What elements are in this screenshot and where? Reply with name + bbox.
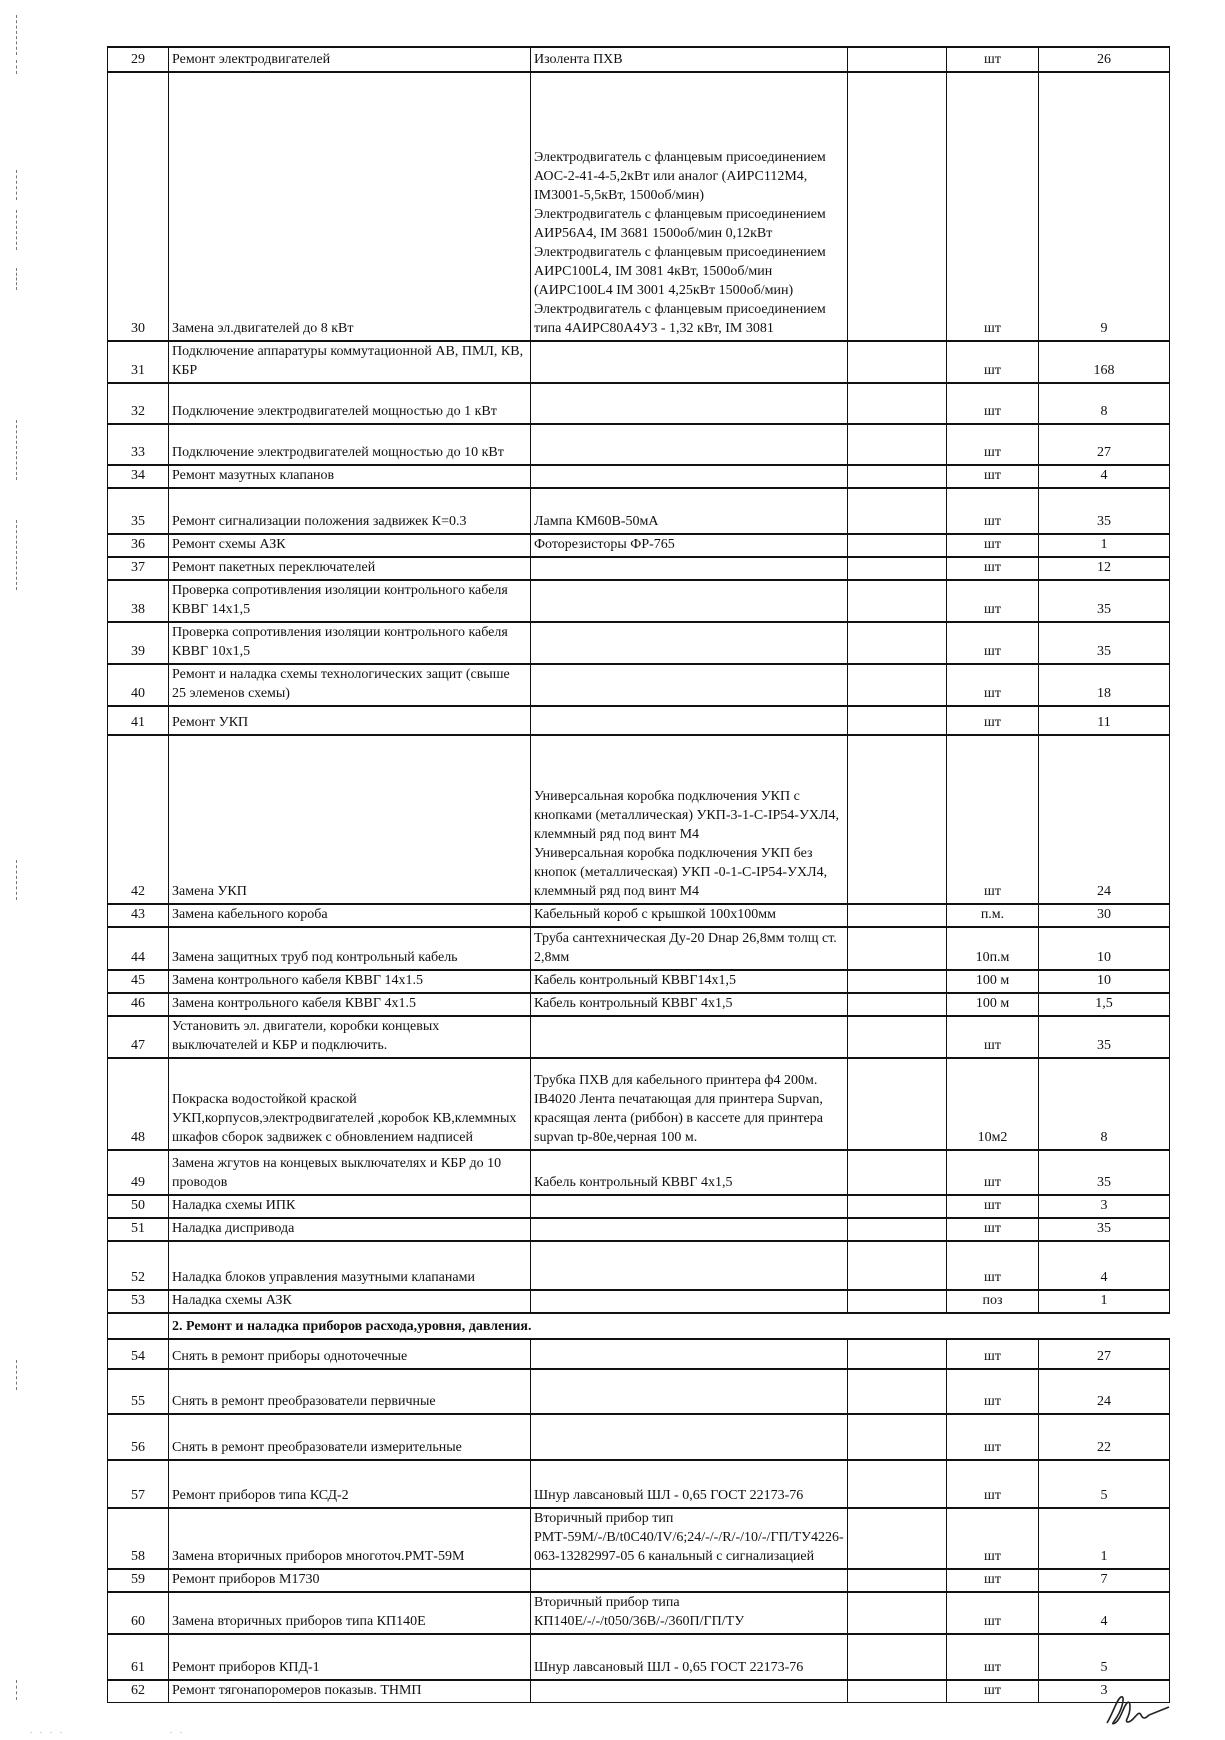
table-row <box>108 534 1170 557</box>
quantity-cell: 27 <box>1039 1339 1170 1369</box>
row-number: 62 <box>108 1680 169 1703</box>
work-description: Замена защитных труб под контрольный кабель <box>169 927 531 970</box>
unit-cell: шт <box>947 534 1039 557</box>
unit-cell: шт <box>947 1680 1039 1703</box>
empty-cell <box>848 1016 947 1058</box>
row-number: 60 <box>108 1592 169 1634</box>
quantity-cell: 168 <box>1039 341 1170 383</box>
unit-cell: шт <box>947 341 1039 383</box>
row-number: 36 <box>108 534 169 557</box>
table-row <box>108 1569 1170 1592</box>
work-description: Ремонт мазутных клапанов <box>169 465 531 488</box>
section-title: 2. Ремонт и наладка приборов расхода,уровня, давления. <box>169 1313 1170 1339</box>
quantity-cell: 35 <box>1039 488 1170 534</box>
left-margin-mark <box>16 170 17 200</box>
work-description: Замена кабельного короба <box>169 904 531 927</box>
material-cell <box>531 706 848 735</box>
row-number: 53 <box>108 1290 169 1313</box>
table-row <box>108 1634 1170 1680</box>
table-row <box>108 622 1170 664</box>
work-description: Наладка блоков управления мазутными клапанами <box>169 1241 531 1290</box>
table-row <box>108 557 1170 580</box>
work-description: Снять в ремонт преобразователи измерительные <box>169 1414 531 1460</box>
unit-cell: шт <box>947 383 1039 424</box>
row-number: 58 <box>108 1508 169 1569</box>
material-cell: Кабель контрольный КВВГ 4х1,5 <box>531 993 848 1016</box>
empty-cell <box>848 72 947 341</box>
row-number: 46 <box>108 993 169 1016</box>
quantity-cell: 35 <box>1039 1016 1170 1058</box>
work-description: Ремонт и наладка схемы технологических защит (свыше 25 элеменов схемы) <box>169 664 531 706</box>
work-description: Ремонт УКП <box>169 706 531 735</box>
quantity-cell: 10 <box>1039 970 1170 993</box>
work-description: Наладка схемы АЗК <box>169 1290 531 1313</box>
material-cell <box>531 465 848 488</box>
table-row <box>108 1369 1170 1414</box>
work-description: Проверка сопротивления изоляции контрольного кабеля КВВГ 10х1,5 <box>169 622 531 664</box>
unit-cell: шт <box>947 1414 1039 1460</box>
work-description: Замена контрольного кабеля КВВГ 4х1.5 <box>169 993 531 1016</box>
empty-cell <box>848 1150 947 1195</box>
unit-cell: 100 м <box>947 993 1039 1016</box>
quantity-cell: 24 <box>1039 1369 1170 1414</box>
row-number: 30 <box>108 72 169 341</box>
work-description: Покраска водостойкой краской УКП,корпусов,электродвигателей ,коробок КВ,клеммных шкафов сборок задвижек с обновлением надписей <box>169 1058 531 1150</box>
work-description: Ремонт схемы АЗК <box>169 534 531 557</box>
left-margin-mark <box>16 1360 17 1390</box>
left-margin-mark <box>16 60 17 74</box>
quantity-cell: 18 <box>1039 664 1170 706</box>
material-cell: Труба сантехническая Ду-20 Dнар 26,8мм толщ ст. 2,8мм <box>531 927 848 970</box>
row-number: 32 <box>108 383 169 424</box>
quantity-cell: 3 <box>1039 1680 1170 1703</box>
quantity-cell: 35 <box>1039 622 1170 664</box>
unit-cell: шт <box>947 465 1039 488</box>
row-number: 56 <box>108 1414 169 1460</box>
empty-cell <box>848 1460 947 1508</box>
row-number: 45 <box>108 970 169 993</box>
work-description: Подключение электродвигателей мощностью до 10 кВт <box>169 424 531 465</box>
work-description: Подключение аппаратуры коммутационной АВ, ПМЛ, КВ, КБР <box>169 341 531 383</box>
quantity-cell: 5 <box>1039 1460 1170 1508</box>
row-number: 40 <box>108 664 169 706</box>
quantity-cell: 1 <box>1039 534 1170 557</box>
row-number: 50 <box>108 1195 169 1218</box>
unit-cell: п.м. <box>947 904 1039 927</box>
table-row <box>108 580 1170 622</box>
empty-cell <box>848 904 947 927</box>
unit-cell: шт <box>947 424 1039 465</box>
table-row <box>108 488 1170 534</box>
unit-cell: шт <box>947 1508 1039 1569</box>
empty-cell <box>848 383 947 424</box>
table-row <box>108 1150 1170 1195</box>
quantity-cell: 9 <box>1039 72 1170 341</box>
table-row <box>108 1241 1170 1290</box>
quantity-cell: 11 <box>1039 706 1170 735</box>
material-cell <box>531 1218 848 1241</box>
unit-cell: шт <box>947 580 1039 622</box>
empty-cell <box>848 1508 947 1569</box>
material-cell: Вторичный прибор типа КП140Е/-/-/t050/36В/-/360П/ГП/ТУ <box>531 1592 848 1634</box>
left-margin-mark <box>16 1680 17 1700</box>
work-description: Ремонт приборов типа КСД-2 <box>169 1460 531 1508</box>
table-row <box>108 1016 1170 1058</box>
unit-cell: шт <box>947 1218 1039 1241</box>
quantity-cell: 1 <box>1039 1290 1170 1313</box>
material-cell: Кабельный короб с крышкой 100х100мм <box>531 904 848 927</box>
unit-cell: шт <box>947 72 1039 341</box>
quantity-cell: 4 <box>1039 1592 1170 1634</box>
quantity-cell: 4 <box>1039 465 1170 488</box>
row-number: 41 <box>108 706 169 735</box>
table-row <box>108 735 1170 904</box>
material-cell: Вторичный прибор тип РМТ-59М/-/B/t0С40/IV/6;24/-/-/R/-/10/-/ГП/ТУ4226-063-13282997-05 6 канальный с сигнализацией <box>531 1508 848 1569</box>
quantity-cell: 4 <box>1039 1241 1170 1290</box>
material-cell <box>531 1680 848 1703</box>
empty-cell <box>848 488 947 534</box>
quantity-cell: 8 <box>1039 1058 1170 1150</box>
unit-cell: шт <box>947 488 1039 534</box>
material-cell <box>531 580 848 622</box>
material-cell: Универсальная коробка подключения УКП с кнопками (металлическая) УКП-3-1-С-IP54-УХЛ4, клеммный ряд под винт М4 Универсальная коробка подключения УКП без кнопок (металлическая) УКП -0-1-С-IP54-УХЛ4, клеммный ряд под винт М4 <box>531 735 848 904</box>
empty-cell <box>848 424 947 465</box>
empty-cell <box>848 1634 947 1680</box>
table-row <box>108 706 1170 735</box>
work-description: Ремонт электродвигателей <box>169 47 531 72</box>
material-cell <box>531 557 848 580</box>
table-row <box>108 1339 1170 1369</box>
row-number: 38 <box>108 580 169 622</box>
quantity-cell: 27 <box>1039 424 1170 465</box>
unit-cell: 10п.м <box>947 927 1039 970</box>
unit-cell: шт <box>947 1241 1039 1290</box>
unit-cell: шт <box>947 1369 1039 1414</box>
row-number: 39 <box>108 622 169 664</box>
work-description: Наладка диспривода <box>169 1218 531 1241</box>
material-cell: Кабель контрольный КВВГ 4х1,5 <box>531 1150 848 1195</box>
empty-cell <box>848 1414 947 1460</box>
material-cell <box>531 383 848 424</box>
quantity-cell: 26 <box>1039 47 1170 72</box>
empty-cell <box>848 1195 947 1218</box>
work-description: Снять в ремонт преобразователи первичные <box>169 1369 531 1414</box>
table-row <box>108 970 1170 993</box>
left-margin-mark <box>16 210 17 250</box>
row-number: 44 <box>108 927 169 970</box>
row-number: 42 <box>108 735 169 904</box>
quantity-cell: 8 <box>1039 383 1170 424</box>
empty-cell <box>848 341 947 383</box>
work-description: Замена вторичных приборов многоточ.РМТ-59М <box>169 1508 531 1569</box>
unit-cell: шт <box>947 622 1039 664</box>
material-cell <box>531 424 848 465</box>
material-cell <box>531 622 848 664</box>
work-description: Замена вторичных приборов типа КП140Е <box>169 1592 531 1634</box>
unit-cell: 100 м <box>947 970 1039 993</box>
material-cell: Фоторезисторы ФР-765 <box>531 534 848 557</box>
quantity-cell: 35 <box>1039 1150 1170 1195</box>
row-number: 35 <box>108 488 169 534</box>
material-cell <box>531 1569 848 1592</box>
row-number: 61 <box>108 1634 169 1680</box>
table-row <box>108 341 1170 383</box>
quantity-cell: 5 <box>1039 1634 1170 1680</box>
unit-cell: шт <box>947 1339 1039 1369</box>
row-number: 34 <box>108 465 169 488</box>
table-row <box>108 1508 1170 1569</box>
quantity-cell: 1 <box>1039 1508 1170 1569</box>
empty-cell <box>848 47 947 72</box>
works-table <box>107 46 1170 1703</box>
left-margin-mark <box>16 15 17 55</box>
left-margin-mark <box>16 268 17 290</box>
row-number: 51 <box>108 1218 169 1241</box>
empty-cell <box>848 664 947 706</box>
work-description: Ремонт сигнализации положения задвижек К=0.3 <box>169 488 531 534</box>
unit-cell: шт <box>947 706 1039 735</box>
left-margin-mark <box>16 420 17 480</box>
material-cell: Электродвигатель с фланцевым присоединением АОС-2-41-4-5,2кВт или аналог (АИРС112М4, IM3001-5,5кВт, 1500об/мин) Электродвигатель с фланцевым присоединением АИР56А4, IM 3681 1500об/мин 0,12кВт Электродвигатель с фланцевым присоединением АИРС100L4, IM 3081 4кВт, 1500об/мин (АИРС100L4 IM 3001 4,25кВт 1500об/мин) Электродвигатель с фланцевым присоединением типа 4АИРС80А4У3 - 1,32 кВт, IM 3081 <box>531 72 848 341</box>
material-cell <box>531 1195 848 1218</box>
left-margin-mark <box>16 520 17 590</box>
material-cell: Изолента ПХВ <box>531 47 848 72</box>
table-row <box>108 1195 1170 1218</box>
empty-cell <box>848 706 947 735</box>
table-row <box>108 47 1170 72</box>
empty-cell <box>848 927 947 970</box>
quantity-cell: 3 <box>1039 1195 1170 1218</box>
empty-cell <box>848 735 947 904</box>
quantity-cell: 24 <box>1039 735 1170 904</box>
table-row <box>108 927 1170 970</box>
row-number: 29 <box>108 47 169 72</box>
work-description: Замена контрольного кабеля КВВГ 14х1.5 <box>169 970 531 993</box>
empty-cell <box>848 1290 947 1313</box>
quantity-cell: 35 <box>1039 580 1170 622</box>
empty-cell <box>848 580 947 622</box>
table-row <box>108 904 1170 927</box>
scan-artifact: . . <box>170 1726 185 1735</box>
row-number: 31 <box>108 341 169 383</box>
material-cell <box>531 1369 848 1414</box>
material-cell <box>531 1016 848 1058</box>
unit-cell: шт <box>947 1569 1039 1592</box>
material-cell: Кабель контрольный КВВГ14х1,5 <box>531 970 848 993</box>
work-description: Ремонт тягонапоромеров показыв. ТНМП <box>169 1680 531 1703</box>
section-2-header <box>108 1313 1170 1339</box>
section-number-cell <box>108 1313 169 1339</box>
table-row <box>108 72 1170 341</box>
empty-cell <box>848 1592 947 1634</box>
signature-icon <box>1103 1693 1173 1727</box>
quantity-cell: 12 <box>1039 557 1170 580</box>
row-number: 55 <box>108 1369 169 1414</box>
work-description: Ремонт пакетных переключателей <box>169 557 531 580</box>
row-number: 37 <box>108 557 169 580</box>
row-number: 48 <box>108 1058 169 1150</box>
unit-cell: шт <box>947 1150 1039 1195</box>
unit-cell: шт <box>947 1016 1039 1058</box>
row-number: 33 <box>108 424 169 465</box>
empty-cell <box>848 1218 947 1241</box>
material-cell <box>531 1290 848 1313</box>
work-description: Замена эл.двигателей до 8 кВт <box>169 72 531 341</box>
material-cell <box>531 664 848 706</box>
unit-cell: поз <box>947 1290 1039 1313</box>
quantity-cell: 1,5 <box>1039 993 1170 1016</box>
table-row <box>108 1414 1170 1460</box>
table-row <box>108 383 1170 424</box>
material-cell <box>531 1241 848 1290</box>
works-table-body-section-2 <box>108 1339 1170 1703</box>
material-cell: Шнур лавсановый ШЛ - 0,65 ГОСТ 22173-76 <box>531 1460 848 1508</box>
work-description: Снять в ремонт приборы одноточечные <box>169 1339 531 1369</box>
row-number: 52 <box>108 1241 169 1290</box>
empty-cell <box>848 534 947 557</box>
row-number: 49 <box>108 1150 169 1195</box>
empty-cell <box>848 622 947 664</box>
material-cell <box>531 1414 848 1460</box>
unit-cell: 10м2 <box>947 1058 1039 1150</box>
work-description: Замена жгутов на концевых выключателях и КБР до 10 проводов <box>169 1150 531 1195</box>
work-description: Замена УКП <box>169 735 531 904</box>
unit-cell: шт <box>947 557 1039 580</box>
material-cell: Трубка ПХВ для кабельного принтера ф4 200м. IB4020 Лента печатающая для принтера Supvan, красящая лента (риббон) в кассете для принтера supvan tp-80e,черная 100 м. <box>531 1058 848 1150</box>
table-row <box>108 664 1170 706</box>
work-description: Ремонт приборов КПД-1 <box>169 1634 531 1680</box>
row-number: 59 <box>108 1569 169 1592</box>
row-number: 47 <box>108 1016 169 1058</box>
row-number: 43 <box>108 904 169 927</box>
unit-cell: шт <box>947 1460 1039 1508</box>
table-row <box>108 424 1170 465</box>
quantity-cell: 22 <box>1039 1414 1170 1460</box>
table-row <box>108 1460 1170 1508</box>
row-number: 57 <box>108 1460 169 1508</box>
table-row <box>108 1592 1170 1634</box>
empty-cell <box>848 970 947 993</box>
table-row <box>108 1218 1170 1241</box>
quantity-cell: 10 <box>1039 927 1170 970</box>
table-row <box>108 1058 1170 1150</box>
work-description: Подключение электродвигателей мощностью до 1 кВт <box>169 383 531 424</box>
work-description: Наладка схемы ИПК <box>169 1195 531 1218</box>
empty-cell <box>848 993 947 1016</box>
quantity-cell: 35 <box>1039 1218 1170 1241</box>
empty-cell <box>848 1241 947 1290</box>
work-description: Установить эл. двигатели, коробки концевых выключателей и КБР и подключить. <box>169 1016 531 1058</box>
table-row <box>108 993 1170 1016</box>
unit-cell: шт <box>947 1634 1039 1680</box>
table-row <box>108 1680 1170 1703</box>
unit-cell: шт <box>947 735 1039 904</box>
works-table-body-section-1 <box>108 47 1170 1313</box>
material-cell <box>531 1339 848 1369</box>
empty-cell <box>848 1369 947 1414</box>
work-description: Ремонт приборов М1730 <box>169 1569 531 1592</box>
scan-artifact: . . . . <box>30 1726 65 1735</box>
left-margin-mark <box>16 860 17 900</box>
empty-cell <box>848 1339 947 1369</box>
unit-cell: шт <box>947 1592 1039 1634</box>
work-description: Проверка сопротивления изоляции контрольного кабеля КВВГ 14х1,5 <box>169 580 531 622</box>
material-cell: Шнур лавсановый ШЛ - 0,65 ГОСТ 22173-76 <box>531 1634 848 1680</box>
table-row <box>108 1290 1170 1313</box>
empty-cell <box>848 1058 947 1150</box>
quantity-cell: 7 <box>1039 1569 1170 1592</box>
material-cell <box>531 341 848 383</box>
unit-cell: шт <box>947 664 1039 706</box>
material-cell: Лампа КМ60В-50мА <box>531 488 848 534</box>
unit-cell: шт <box>947 1195 1039 1218</box>
unit-cell: шт <box>947 47 1039 72</box>
table-row <box>108 465 1170 488</box>
empty-cell <box>848 465 947 488</box>
quantity-cell: 30 <box>1039 904 1170 927</box>
empty-cell <box>848 1569 947 1592</box>
row-number: 54 <box>108 1339 169 1369</box>
empty-cell <box>848 1680 947 1703</box>
empty-cell <box>848 557 947 580</box>
